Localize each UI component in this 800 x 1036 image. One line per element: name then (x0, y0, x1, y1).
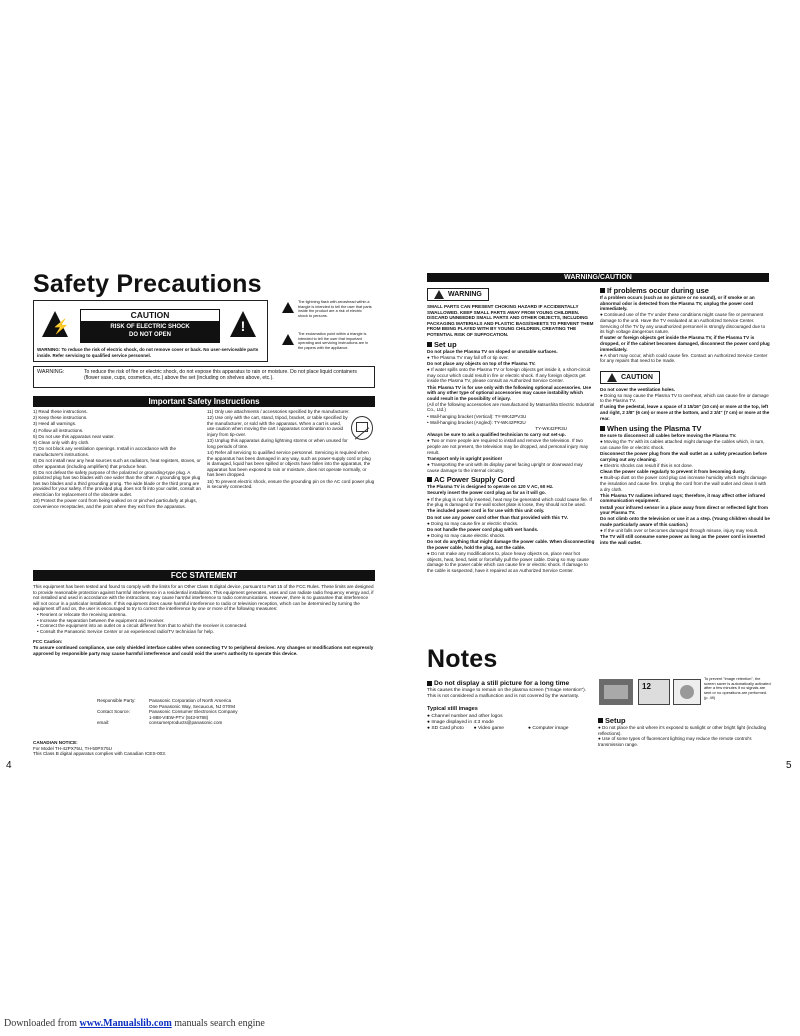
isi-item: 4) Follow all instructions. (33, 427, 84, 433)
fcc-bullet: • Consult the Panasonic Service Center or an experienced radio/TV technician for help. (37, 628, 215, 634)
typical-item: ● SD Card photo (427, 726, 464, 731)
page-number-right: 5 (786, 760, 792, 771)
cart-warning-icon (351, 416, 373, 440)
problems-body: If a problem occurs (such as no picture or no sound), or if smoke or an abnormal odor is detected from the Plasma TV, unplug the power cord immediately. ● Continued use of the TV under these conditions might cause fire or permanent damage to the unit. Have the TV evaluated at an Authorized Service Center. Servicing of the TV by any unauthorized personnel is strongly discouraged due to its high voltage dangerous nature. If water or foreign objects get inside the Plasma TV, if the Plasma TV is dropped, or if the cabinet becomes damaged, disconnect the power cord plug immediately. ● A short may occur, which could cause fire. Contact an Authorized Service Center for any repairs that need to be made. (600, 295, 770, 364)
isi-item: 12) Use only with the cart, stand, tripod, bracket, or table specified by the manufacturer, or sold with the apparatus. When a cart is used, use caution when moving the cart / apparatus combination to avoid injury from tip-over. (207, 415, 348, 437)
ventilation-body: Do not cover the ventilation holes. ● Doing so may cause the Plasma TV to overheat, which can cause fire or damage to the Plasma TV. If using the pedestal, leave a space of 3 15/16" (10 cm) or more at the top, left and right, 2 3/8" (6 cm) or more at the bottom, and 2 3/4" (7 cm) or more at the rear. (600, 386, 770, 421)
ac-cord-body: The Plasma TV is designed to operate on 120 V AC, 60 Hz. Securely insert the power cord plug as far as it will go. ● If the plug is not fully inserted, heat may be generated which could cause fire. If the plug is damaged or the wall socket plate is loose, they should not be used. The included power cord is for use with this unit only. Do not use any power cord other than that provided with this TV. ● Doing so may cause fire or electric shocks. Do not handle the power cord plug with wet hands. ● Doing so may cause electric shocks. Do not do anything that might damage the power cable. When disconnecting the power cable, hold the plug, not the cable. ● Do not make any modifications to, place heavy objects on, place near hot objects, heat, bend, twist or forcefully pull the power cable. Doing so may cause damage to the power cable which can cause fire or electric shock. If damage to the cable is suspected, have it repaired at an Authorized Service Center. (427, 484, 595, 573)
isi-item: 6) Clean only with dry cloth. (33, 439, 90, 445)
tv-icon (638, 679, 670, 705)
thumbnail-number: 12 (642, 682, 651, 691)
footer-suffix: manuals search engine (174, 1018, 265, 1029)
caution-plate-line1: RISK OF ELECTRIC SHOCK (110, 324, 190, 330)
small-parts-warning: SMALL PARTS CAN PRESENT CHOKING HAZARD IF ACCIDENTALLY SWALLOWED. KEEP SMALL PARTS AWAY FROM YOUNG CHILDREN. DISCARD UNNEEDED SMALL PARTS AND OTHER OBJECTS, INCLUDING PACKAGING MATERIALS AND PLASTIC BAGS/SHEETS TO PREVENT THEM FROM BEING PLAYED WITH BY YOUNG CHILDREN, CREATING THE POTENTIAL RISK OF SUFFOCATION. (427, 304, 594, 337)
isi-item: 14) Refer all servicing to qualified service personnel. Servicing is required when the apparatus has been damaged in any way, such as power-supply cord or plug is damaged, liquid has been spilled or objects have fallen into the apparatus, the apparatus has been exposed to rain or moisture, does not operate normally, or has been dropped. (207, 449, 371, 478)
canadian-notice: CANADIAN NOTICE: For Model TH-42PX75U, TH-50PX75U This Class B digital apparatus complies with Canadian ICES-003. (33, 740, 373, 757)
warning-caution-header: WARNING/CAUTION (427, 273, 769, 282)
isi-right-column (207, 409, 375, 490)
manualslib-link[interactable]: www.Manualslib.com (79, 1018, 172, 1029)
warning-box (33, 366, 375, 388)
page-number-left: 4 (6, 760, 12, 771)
typical-item: ● Channel number and other logos (427, 713, 503, 719)
contact-email: consumerproducts@panasonic.com (149, 720, 223, 726)
footer-prefix: Downloaded from (4, 1018, 78, 1029)
setup2-heading: Setup (598, 716, 770, 725)
typical-list (427, 714, 595, 733)
caution-plate-title: CAUTION (130, 310, 170, 320)
isi-item: 5) Do not use this apparatus near water. (33, 433, 115, 439)
exclamation-note: The exclamation point within a triangle is intended to tell the user that important operating and servicing instructions are in the papers with the appliance. (298, 332, 369, 350)
setup2-section (598, 716, 770, 747)
caution-triangle-icon (607, 373, 617, 382)
fcc-bullet: • Reorient or relocate the receiving antenna. (37, 611, 127, 617)
caution-plate (80, 309, 220, 343)
exclamation-warning-icon: ! (230, 311, 256, 337)
using-heading: When using the Plasma TV (600, 424, 770, 433)
using-body: Be sure to disconnect all cables before moving the Plasma TV. ● Moving the TV with its cables attached might damage the cables which, in turn, can cause fire or electric shock. Disconnect the power plug from the wall outlet as a safety precaution before carrying out any cleaning. ● Electric shocks can result if this is not done. Clean the power cable regularly to prevent it from becoming dusty. ● Built-up dust on the power cord plug can increase humidity which might damage the insulation and cause fire. Unplug the cord from the wall outlet and clean it with a dry cloth. This Plasma TV radiates infrared rays; therefore, it may affect other infrared communication equipment. Install your infrared sensor in a place away from direct or reflected light from your Plasma TV. Do not climb onto the television or use it as a step. (Young children should be made particularly aware of this caution.) ● If the unit falls over or becomes damaged through misuse, injury may result. The TV will still consume some power as long as the power cord is inserted into the wall outlet. (600, 433, 770, 545)
fcc-bullet: • Connect the equipment into an outlet on a circuit different from that to which the receiver is connected. (37, 623, 248, 629)
right-col-2 (600, 286, 770, 546)
lightning-warning-icon: ⚡ (42, 311, 68, 337)
warning-triangle-icon (434, 290, 444, 299)
caution-plate-line2: DO NOT OPEN (128, 331, 171, 338)
lightning-note: The lightning flash with arrowhead within a triangle is intended to tell the user that parts inside the product are a risk of electric shock to persons. (298, 300, 372, 318)
lightning-symbol-icon (282, 302, 294, 313)
isi-item: 8) Do not install near any heat sources such as radiators, heat registers, stoves, or other apparatus (including amplifiers) that produce heat. (33, 457, 201, 469)
screen-saver-icon (673, 679, 701, 705)
isi-item: 10) Protect the power cord from being walked on or pinched particularly at plugs, convenience receptacles, and the point where they exit from the apparatus. (33, 498, 197, 509)
setup-heading: Set up (427, 340, 595, 349)
isi-item: 3) Heed all warnings. (33, 421, 77, 427)
fcc-caution-label: FCC Caution: (33, 639, 63, 645)
setup-body: Do not place the Plasma TV on sloped or unstable surfaces. ● The Plasma TV may fall off or tip over. Do not place any objects on top of the Plasma TV. ● If water spills onto the Plasma TV or foreign objects get inside it, a short-circuit may occur which could result in fire or electric shock. If any foreign objects get inside the Plasma TV, please consult an Authorized Service Center. This Plasma TV is for use only with the following optional accessories. Use with any other type of optional accessories may cause instability which could result in the possibility of injury. (All of the following accessories are manufactured by Matsushita Electric Industrial Co., Ltd.) • Wall-hanging bracket (Vertical): TY-WK42PV3U • Wall-hanging bracket (Angled): TY-WK42PR2U TY-WK42PR3U Always be sure to ask a qualified technician to carry out set-up. ● Two or more people are required to install and remove the television. If two people are not present, the television may be dropped, and personal injury may result. Transport only in upright position! ● Transporting the unit with its display panel facing upright or downward may cause damage to the internal circuitry. (427, 348, 595, 473)
isi-item: 11) Only use attachments / accessories specified by the manufacturer. (207, 409, 350, 414)
download-footer (4, 1018, 265, 1029)
fcc-header: FCC STATEMENT (33, 570, 375, 581)
warning-label: WARNING: (37, 369, 65, 375)
still-picture-section (427, 679, 595, 732)
notes-title: Notes (427, 645, 498, 673)
isi-item: 9) Do not defeat the safety purpose of the polarized or grounding-type plug. A polarized plug has two blades with one wider than the other. A grounding type plug has two blades and a third grounding prong. The wide blade or the third prong are provided for your safety. If the provided plug does not fit into your outlet, consult an electrician for replacement of the obsolete outlet. (33, 469, 201, 498)
caution-label-box (33, 300, 268, 362)
ac-cord-heading: AC Power Supply Cord (427, 475, 595, 484)
isi-item: 1) Read these instructions. (33, 409, 88, 414)
fcc-bullet: • Increase the separation between the equipment and receiver. (37, 617, 165, 623)
exclamation-symbol-icon (282, 334, 294, 345)
setup2-body: ● Do not place the unit where it's exposed to sunlight or other bright light (including reflections). ● Use of some types of fluorescent lighting may reduce the remote control's transmission range. (598, 725, 767, 747)
typical-item: ● Video game (473, 726, 504, 731)
caution-warning-text: WARNING: To reduce the risk of electric shock, do not remove cover or back. No user-serviceable parts inside. Refer servicing to qualified service personnel. (37, 347, 259, 358)
right-col-1 (427, 286, 595, 574)
still-picture-heading: Do not display a still picture for a long time (427, 679, 595, 688)
fcc-statement (33, 584, 375, 656)
still-picture-text: This causes the image to remain on the plasma screen ("Image retention"). This is not considered a malfunction and is not covered by the warranty. (427, 688, 587, 699)
caution-badge: CAUTION (600, 371, 660, 384)
problems-heading: If problems occur during use (600, 286, 770, 295)
typical-heading: Typical still images (427, 705, 478, 712)
isi-left-column (33, 409, 203, 510)
retention-note: To prevent "image retention", the screen saver is automatically activated after a few minutes if no signals are sent or no operations are performed. (p. 49) (704, 676, 771, 700)
typical-item: ● Image displayed in 4:3 mode (427, 719, 494, 725)
still-image-thumbnail (599, 679, 633, 705)
typical-item: ● Computer image (528, 726, 569, 731)
isi-item: 15) To prevent electric shock, ensure the grounding pin on the AC cord power plug is securely connected. (207, 478, 375, 490)
fcc-caution-text: To assure continued compliance, use only shielded interface cables when connecting TV to peripheral devices. Any changes or modifications not expressly approved by responsible party may cause harmful interference and could void the user's authority to operate this device. (33, 644, 374, 656)
responsible-party: Responsible Party: Panasonic Corporation of North America One Panasonic Way, Secaucus, NJ 07094 Contact Source: Panasonic Consumer Electronics Company 1-888-VIEW-PTV (843-9788) email: consumerproducts@panasonic.com (97, 698, 357, 726)
warning-badge: WARNING (427, 288, 489, 301)
isi-item: 13) Unplug this apparatus during lightning storms or when unused for long periods of time. (207, 438, 348, 449)
safety-title: Safety Precautions (33, 270, 262, 298)
fcc-text: This equipment has been tested and found to comply with the limits for an Other Class B digital device, pursuant to Part 15 of the FCC Rules. These limits are designed to provide reasonable protection against harmful interference in a residential installation. This equipment generates, uses and can radiate radio frequency energy and, if not installed and used in accordance with the instructions, may cause harmful interference to radio communications. However, there is no guarantee that interference will not occur in a particular installation. If this equipment does cause harmful interference to radio or television reception, which can be determined by turning the equipment off and on, the user is encouraged to try to correct the interference by one or more of the following measures: (33, 584, 374, 612)
isi-item: 2) Keep these instructions. (33, 415, 88, 421)
isi-header: Important Safety Instructions (33, 396, 375, 407)
canadian-title: CANADIAN NOTICE: (33, 740, 78, 745)
warning-text: To reduce the risk of fire or electric shock, do not expose this apparatus to rain or moisture. Do not place liquid containers (flower vase, cups, cosmetics, etc.) above the set (including on shelves above, etc.). (84, 369, 357, 381)
isi-item: 7) Do not block any ventilation openings. Install in accordance with the manufacturer's instructions. (33, 446, 177, 457)
